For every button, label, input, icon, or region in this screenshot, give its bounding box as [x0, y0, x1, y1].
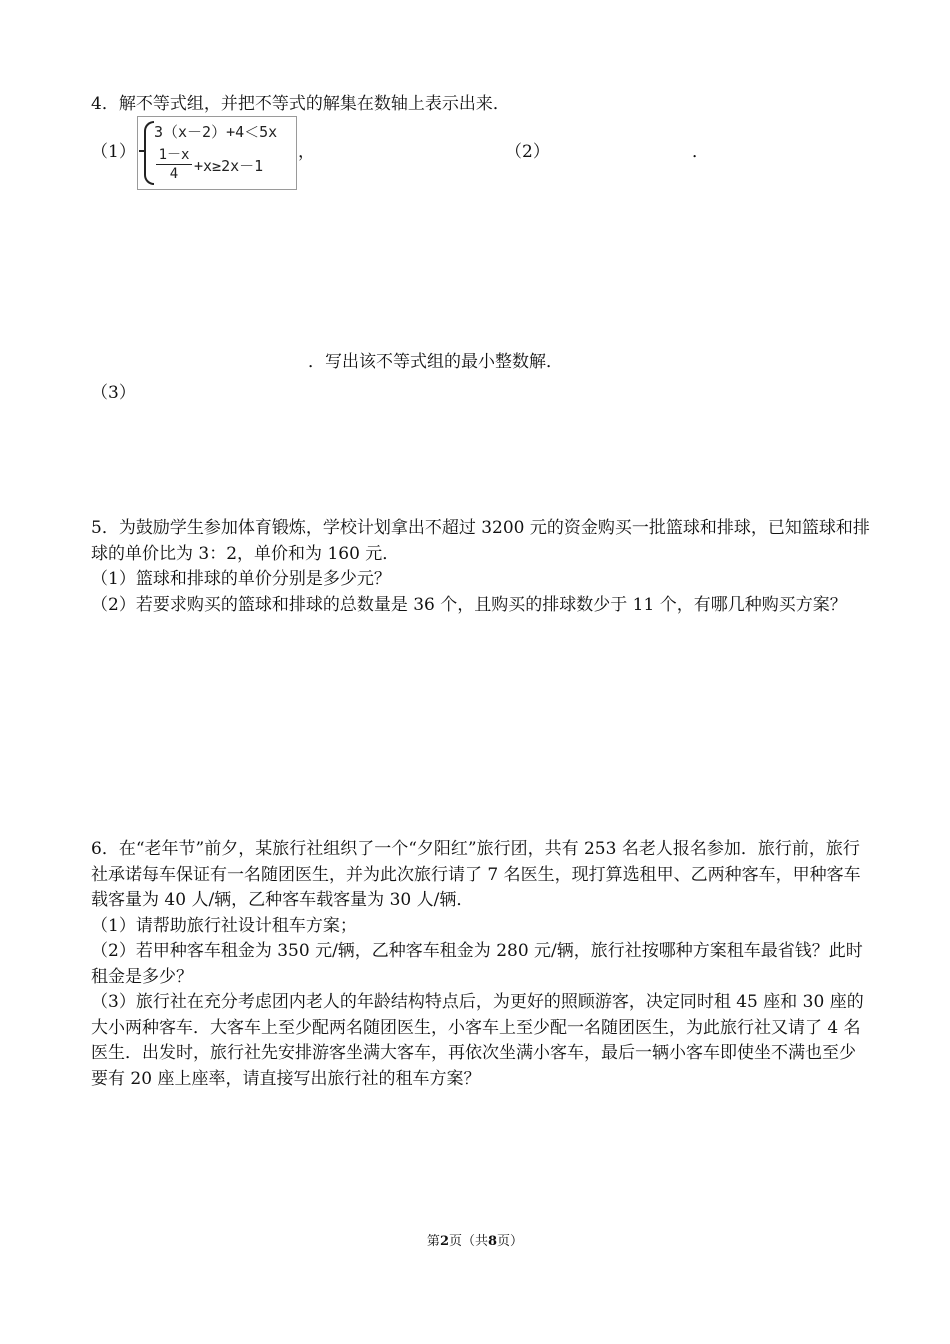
question-5: [91, 516, 871, 618]
inequality-2-rest: +x≥2x－1: [194, 157, 264, 175]
question-6: [91, 837, 871, 1092]
q6-stem: 6．在“老年节”前夕，某旅行社组织了一个“夕阳红”旅行团，共有 253 名老人报名参加．旅行前，旅行社承诺每车保证有一名随团医生，并为此次旅行请了 7 名医生，现打算选租甲、乙两种客车，甲种客车载客量为 40 人/辆，乙种客车载客量为 30 人/辆．: [91, 839, 861, 910]
inequality-system-image: [137, 116, 297, 190]
q5-part2: （2）若要求购买的篮球和排球的总数量是 36 个，且购买的排球数少于 11 个，有哪几种购买方案？: [91, 594, 847, 615]
q4-stem: 4．解不等式组，并把不等式的解集在数轴上表示出来．: [91, 94, 510, 114]
fraction-denominator: 4: [169, 166, 179, 182]
fraction-numerator: 1－x: [158, 147, 190, 163]
q6-part1: （1）请帮助旅行社设计租车方案；: [91, 915, 357, 936]
q4-part2-label: （2）: [505, 142, 550, 162]
page-number: 2: [439, 1234, 449, 1249]
q6-part2: （2）若甲种客车租金为 350 元/辆，乙种客车租金为 280 元/辆，旅行社按哪种方案租车最省钱？此时租金是多少？: [91, 941, 863, 987]
q6-part3: （3）旅行社在充分考虑团内老人的年龄结构特点后，为更好的照顾游客，决定同时租 45 座和 30 座的大小两种客车．大客车上至少配两名随团医生，小客车上至少配一名随团医生，为此旅行社又请了 4 名医生．出发时，旅行社先安排游客坐满大客车，再依次坐满小客车，最后一辆小客车即使坐不满也至少要有 20 座上座率，请直接写出旅行社的租车方案？: [91, 992, 864, 1089]
page-total: 8: [488, 1234, 498, 1249]
q4-comma: ，: [298, 142, 315, 162]
q4-part2-end: ．: [692, 142, 709, 162]
q4-part1-label: （1）: [91, 142, 136, 162]
q5-part1: （1）篮球和排球的单价分别是多少元？: [91, 569, 391, 589]
inequality-1: 3（x－2）+4＜5x: [154, 123, 278, 141]
q4-part2-tail: ．写出该不等式组的最小整数解．: [308, 352, 563, 372]
q4-part3-label: （3）: [91, 383, 136, 403]
page-footer: 第2页（共8页）: [426, 1234, 524, 1249]
inequality-2-fraction: [156, 147, 192, 182]
left-brace-icon: [144, 121, 154, 185]
q5-stem: 5．为鼓励学生参加体育锻炼，学校计划拿出不超过 3200 元的资金购买一批篮球和排球，已知篮球和排球的单价比为 3：2，单价和为 160 元．: [91, 518, 870, 564]
